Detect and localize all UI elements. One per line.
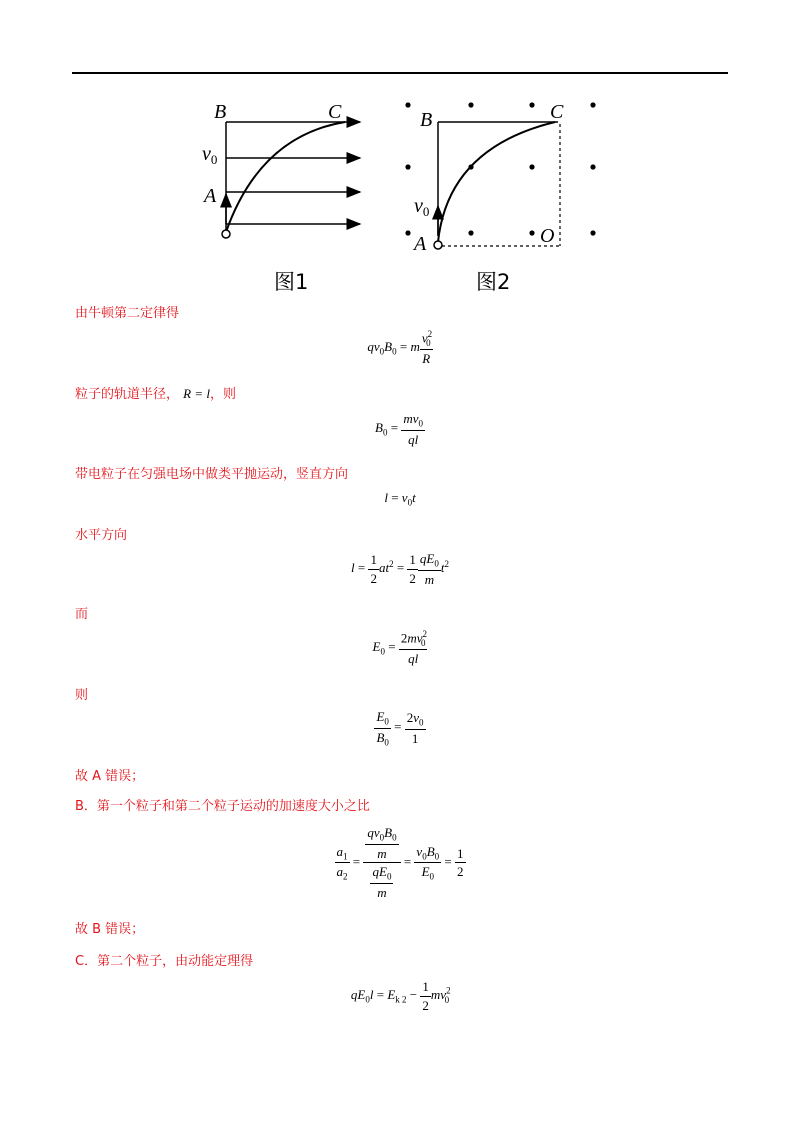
fig2-label-B: B — [420, 109, 433, 131]
fig2-label-A: A — [414, 233, 427, 255]
para-radius: 粒子的轨道半径， R = l，则 — [75, 386, 236, 402]
para-newton-second-law: 由牛顿第二定律得 — [75, 306, 180, 321]
para-projectile: 带电粒子在匀强电场中做类平抛运动，竖直方向 — [75, 467, 349, 482]
equation-vertical: $l = v_0t$ — [384, 490, 416, 508]
inline-math-radius: R = l — [183, 386, 210, 401]
figure2-caption: 图2 — [476, 270, 511, 294]
fig2-label-O: O — [540, 225, 555, 247]
equation-kinetic-energy: $qE_0l = E_{k 2}$ − $\frac{1}{2}$ $mv^2_0$ — [350, 979, 451, 1013]
figure2-diagram — [405, 102, 595, 249]
para-a-wrong: 故 A 错误； — [75, 769, 145, 784]
para-then: 则 — [75, 688, 89, 703]
fig1-label-v0: $v_0$ — [202, 143, 218, 167]
fig1-label-C: C — [328, 101, 342, 123]
fig1-label-A: A — [204, 185, 217, 207]
equation-ratio-e-b: $\frac{E_0}{B_0}$ = $\frac{2v_0}{1}$ — [376, 709, 424, 748]
para-option-b: B．第一个粒子和第二个粒子运动的加速度大小之比 — [75, 799, 370, 814]
equation-horizontal: l = $\frac{1}{2}$ $at^2$ = $\frac{1}{2}$ $\frac{qE_0}{m}$ $t^2$ — [350, 551, 449, 587]
equation-e0: $E_0$ = $\frac{2mv^2_0}{ql}$ — [372, 629, 427, 667]
para-option-c: C．第二个粒子，由动能定理得 — [75, 954, 254, 969]
figure1-diagram — [222, 122, 360, 238]
para-and: 而 — [75, 607, 89, 622]
figure-diagrams — [190, 96, 620, 266]
header-rule — [72, 72, 728, 74]
fig1-label-B: B — [214, 101, 227, 123]
equation-lorentz-force: $qv_0B_0 = m$ $\frac{v^2_0}{R}$ — [367, 329, 433, 367]
figure1-caption: 图1 — [274, 270, 309, 294]
para-b-wrong: 故 B 错误； — [75, 922, 145, 937]
figures — [190, 96, 620, 291]
fig2-label-v0: $v_0$ — [414, 195, 430, 219]
fig2-label-C: C — [550, 101, 564, 123]
equation-acceleration-ratio: $\frac{a_1}{a_2}$ = $\frac{\frac{qv_0B_0}{m}}{\frac{qE_0}{m}}$ = $\frac{v_0B_0}{E_0}$ = $\frac{1}{2}$ — [336, 825, 464, 901]
para-horizontal: 水平方向 — [75, 528, 128, 543]
equation-b0: $B_0$ = $\frac{mv_0}{ql}$ — [375, 411, 423, 447]
